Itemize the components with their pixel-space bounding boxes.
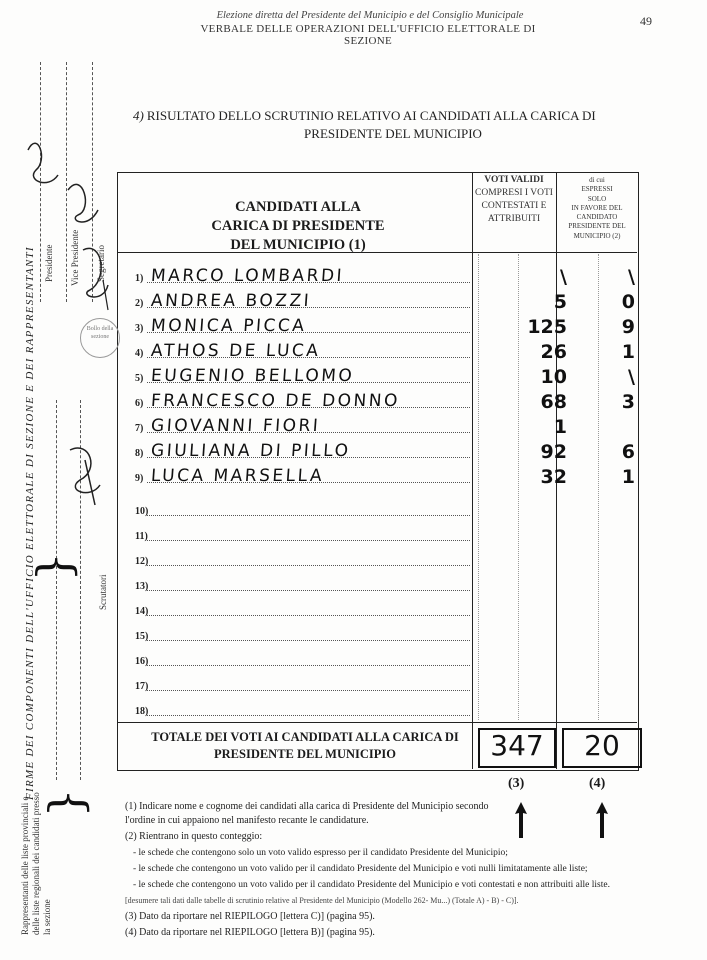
row-number: 11) — [135, 531, 148, 542]
header-only-line: SOLO — [587, 194, 607, 203]
valid-votes: 125 — [527, 316, 567, 338]
label-segretario: Segretario — [96, 245, 106, 282]
header-candidates-line: CARICA DI PRESIDENTE — [211, 218, 385, 234]
signature-line — [56, 400, 57, 780]
valid-votes: 68 — [540, 391, 567, 413]
candidate-name: LUCA MARSELLA — [150, 466, 325, 486]
section-title-line2: PRESIDENTE DEL MUNICIPIO — [304, 126, 482, 141]
table-row — [117, 695, 637, 720]
candidate-name: GIOVANNI FIORI — [150, 416, 321, 436]
row-number: 12) — [135, 556, 149, 567]
row-line — [147, 540, 470, 541]
section-title-text: RISULTATO DELLO SCRUTINIO RELATIVO AI CANDIDATI ALLA CARICA DI — [146, 108, 596, 123]
row-line — [147, 565, 470, 566]
scrutatori-brace: { — [31, 552, 86, 582]
total-votes-box — [478, 728, 556, 768]
header-candidates-line: DEL MUNICIPIO (1) — [230, 237, 366, 253]
section-title-line1 — [133, 108, 653, 124]
candidate-name: FRANCESCO DE DONNO — [150, 391, 401, 411]
footnote-2-item: - le schede che contengono un voto valido per il candidato Presidente del Municipio e voti nulli limitatamente alle liste; — [133, 864, 588, 874]
table-row — [117, 262, 637, 287]
total-divider — [117, 722, 637, 723]
valid-votes: 26 — [540, 341, 567, 363]
candidate-name: ANDREA BOZZI — [150, 291, 312, 311]
table-row — [117, 437, 637, 462]
footnote-1: (1) Indicare nome e cognome dei candidati alla carica di Presidente del Municipio secondo l'ordine in cui appaiono nel manifesto recante le candidature. — [125, 801, 489, 826]
row-number: 7) — [135, 423, 144, 434]
row-number: 3) — [135, 323, 144, 334]
valid-votes: 92 — [540, 441, 567, 463]
signatures-sidebar-title: FIRME DEI COMPONENTI DELL'UFFICIO ELETTORALE DI SEZIONE E DEI RAPPRESENTANTI — [24, 246, 36, 800]
candidate-name: MONICA PICCA — [150, 316, 308, 336]
row-line — [147, 590, 470, 591]
row-number: 16) — [135, 656, 149, 667]
row-number: 5) — [135, 373, 144, 384]
section-stamp: Bollo della sezione — [80, 318, 120, 358]
table-row — [117, 462, 637, 487]
total-votes-value: 347 — [490, 729, 544, 762]
header-votes-line: VOTI VALIDI — [484, 175, 544, 185]
row-line — [147, 515, 470, 516]
valid-votes: 5 — [553, 291, 567, 313]
candidate-name: GIULIANA DI PILLO — [150, 441, 352, 461]
only-president-votes: \ — [628, 266, 635, 288]
row-number: 1) — [135, 273, 144, 284]
row-number: 18) — [135, 706, 149, 717]
total-only-value: 20 — [584, 729, 620, 762]
only-president-votes: 3 — [621, 391, 635, 413]
footnote-4: (4) Dato da riportare nel RIEPILOGO [lettera B)] (pagina 95). — [125, 927, 375, 938]
table-row — [117, 287, 637, 312]
rappresentanti-brace: { — [43, 788, 98, 818]
only-president-votes: 0 — [621, 291, 635, 313]
header-only-line: IN FAVORE DEL — [571, 203, 623, 212]
table-row — [117, 570, 637, 595]
only-president-votes: 6 — [621, 441, 635, 463]
row-number: 2) — [135, 298, 144, 309]
table-row — [117, 595, 637, 620]
header-candidates-line: CANDIDATI ALLA — [235, 199, 361, 215]
header-valid-votes — [472, 174, 556, 226]
label-scrutatori: Scrutatori — [98, 574, 108, 610]
header-only-line: MUNICIPIO (2) — [573, 231, 621, 240]
header-candidates — [158, 198, 438, 255]
footnote-3: (3) Dato da riportare nel RIEPILOGO [lettera C)] (pagina 95). — [125, 911, 375, 922]
row-number: 8) — [135, 448, 144, 459]
row-number: 4) — [135, 348, 144, 359]
valid-votes: 32 — [540, 466, 567, 488]
row-line — [147, 690, 470, 691]
header-only-president-votes — [557, 176, 637, 241]
valid-votes: 10 — [540, 366, 567, 388]
ref-note-3: (3) — [508, 776, 525, 791]
table-row — [117, 387, 637, 412]
row-number: 10) — [135, 506, 149, 517]
candidate-name: ATHOS DE LUCA — [150, 341, 322, 361]
total-label-line: TOTALE DEI VOTI AI CANDIDATI ALLA CARICA DI — [151, 730, 459, 744]
label-vice-presidente: Vice Presidente — [70, 229, 80, 286]
table-row — [117, 495, 637, 520]
table-row — [117, 645, 637, 670]
header-only-line: CANDIDATO — [576, 213, 618, 222]
candidate-name: MARCO LOMBARDI — [150, 266, 345, 286]
table-row — [117, 312, 637, 337]
only-president-votes: 9 — [621, 316, 635, 338]
footnote-2: (2) Rientrano in questo conteggio: — [125, 831, 263, 842]
footnotes — [125, 800, 685, 942]
table-row — [117, 337, 637, 362]
header-votes-line: CONTESTATI E — [481, 201, 547, 211]
table-row — [117, 520, 637, 545]
header-votes-line: COMPRESI I VOTI — [475, 188, 553, 198]
valid-votes: 1 — [553, 416, 567, 438]
header-only-line: ESPRESSI — [581, 185, 613, 194]
candidate-name: EUGENIO BELLOMO — [150, 366, 355, 386]
table-row — [117, 620, 637, 645]
row-number: 14) — [135, 606, 149, 617]
header-only-line: di cui — [589, 176, 605, 184]
table-row — [117, 412, 637, 437]
row-number: 9) — [135, 473, 144, 484]
section-number: 4) — [133, 108, 144, 123]
valid-votes: \ — [560, 266, 567, 288]
row-number: 6) — [135, 398, 144, 409]
total-label — [140, 729, 470, 763]
table-row — [117, 545, 637, 570]
header-election-title: Elezione diretta del Presidente del Municipio e del Consiglio Municipale — [216, 10, 524, 21]
handwritten-signatures — [8, 120, 118, 360]
footnote-2-note: [desumere tali dati dalle tabelle di scrutinio relative al Presidente del Municipio (Modello 262- Mu...) (Totale A) - B) - C)]. — [125, 896, 519, 905]
total-only-box — [562, 728, 642, 768]
row-line — [147, 640, 470, 641]
label-rappresentanti: Rappresentanti delle liste provinciali e delle liste regionali dei candidati presso la sezione — [20, 792, 52, 935]
ref-note-4: (4) — [589, 776, 606, 791]
row-line — [147, 615, 470, 616]
header-verbale-title: VERBALE DELLE OPERAZIONI DELL'UFFICIO ELETTORALE DI SEZIONE — [200, 23, 536, 47]
row-number: 13) — [135, 581, 149, 592]
row-line — [147, 665, 470, 666]
row-number: 17) — [135, 681, 149, 692]
total-label-line: PRESIDENTE DEL MUNICIPIO — [214, 747, 396, 761]
header-votes-line: ATTRIBUITI — [487, 214, 541, 224]
only-president-votes: 1 — [621, 341, 635, 363]
footnote-2-item: - le schede che contengono solo un voto valido espresso per il candidato Presidente del Municipio; — [133, 848, 508, 858]
page-number: 49 — [640, 14, 652, 28]
handwritten-signature — [60, 440, 110, 510]
footnote-2-item: - le schede che contengono un voto valido per il candidato Presidente del Municipio e voti contestati e non attribuiti alle liste. — [133, 880, 610, 890]
table-row — [117, 670, 637, 695]
table-row — [117, 362, 637, 387]
only-president-votes: \ — [628, 366, 635, 388]
row-line — [147, 715, 470, 716]
header-only-line: PRESIDENTE DEL — [568, 222, 626, 231]
label-presidente: Presidente — [44, 244, 54, 282]
only-president-votes: 1 — [621, 466, 635, 488]
row-number: 15) — [135, 631, 149, 642]
